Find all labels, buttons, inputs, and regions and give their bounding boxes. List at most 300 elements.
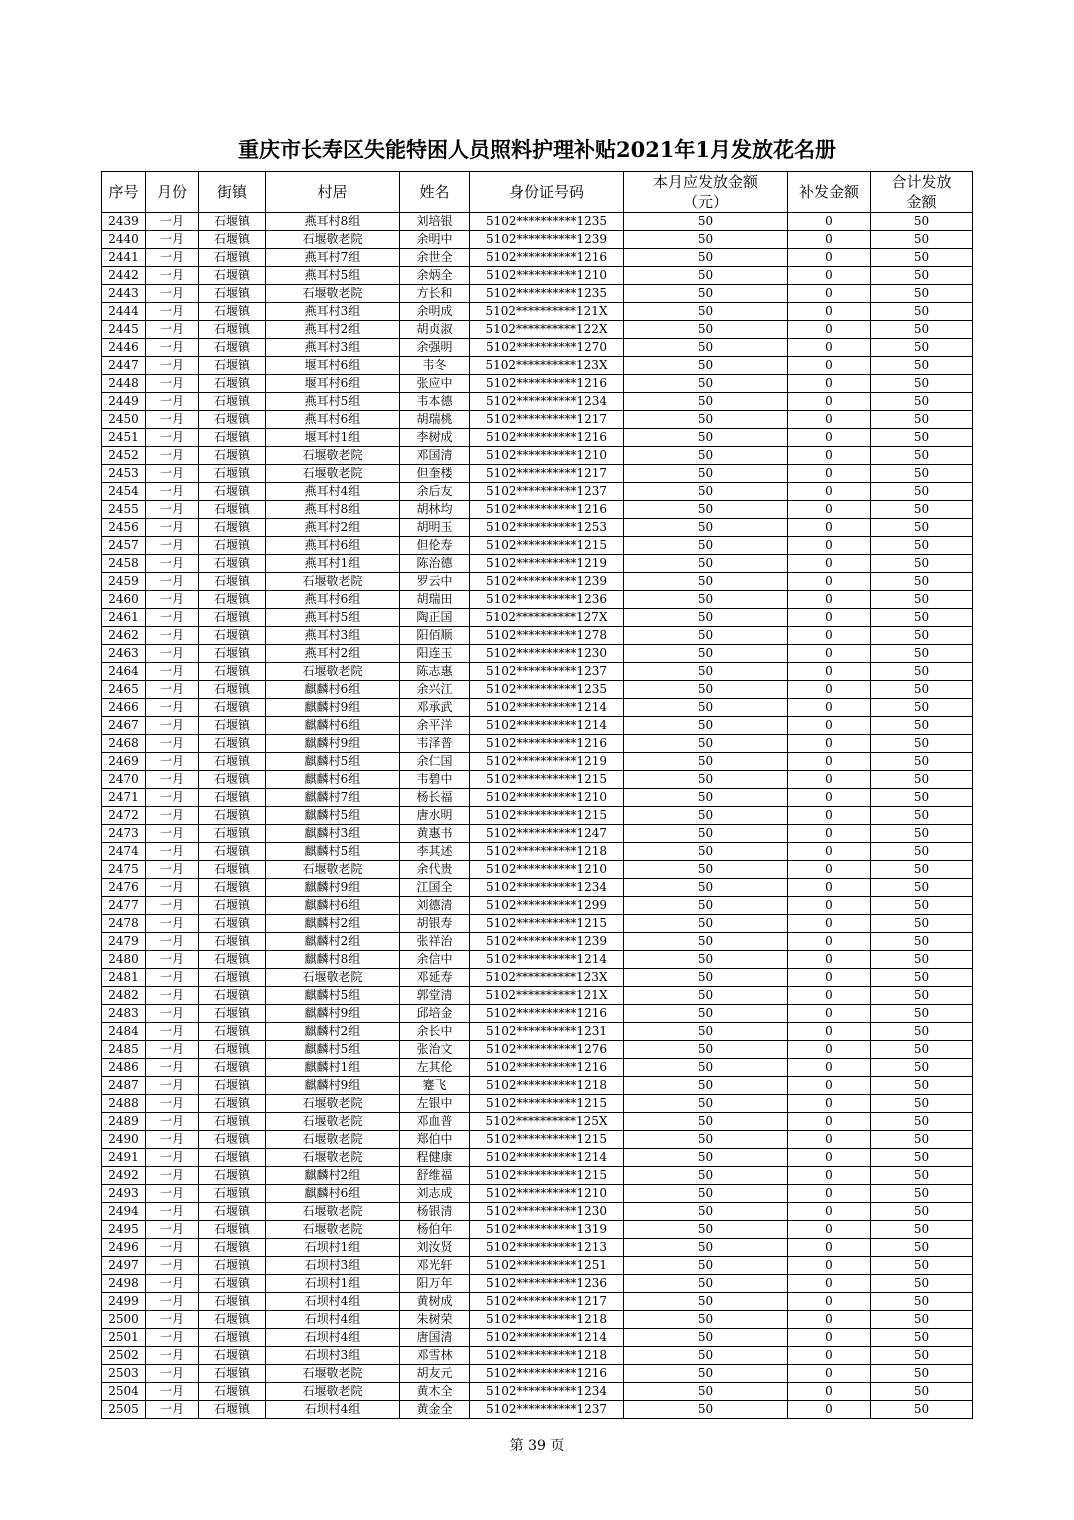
serial-cell: 2484 <box>102 1023 146 1041</box>
village-cell: 麒麟村5组 <box>266 843 400 861</box>
total-cell: 50 <box>871 807 973 825</box>
name-cell: 余强明 <box>400 339 470 357</box>
total-cell: 50 <box>871 645 973 663</box>
month-cell: 一月 <box>146 303 199 321</box>
backpay-cell: 0 <box>788 681 871 699</box>
month-cell: 一月 <box>146 645 199 663</box>
town-cell: 石堰镇 <box>199 1167 266 1185</box>
monthly-amount-cell: 50 <box>624 717 788 735</box>
serial-cell: 2502 <box>102 1347 146 1365</box>
serial-cell: 2462 <box>102 627 146 645</box>
serial-cell: 2489 <box>102 1113 146 1131</box>
village-cell: 燕耳村6组 <box>266 537 400 555</box>
month-cell: 一月 <box>146 771 199 789</box>
town-cell: 石堰镇 <box>199 897 266 915</box>
id-number-cell: 5102**********1210 <box>470 861 624 879</box>
id-number-cell: 5102**********1236 <box>470 1275 624 1293</box>
serial-cell: 2482 <box>102 987 146 1005</box>
month-cell: 一月 <box>146 1041 199 1059</box>
monthly-amount-cell: 50 <box>624 483 788 501</box>
name-cell: 郑伯中 <box>400 1131 470 1149</box>
monthly-amount-cell: 50 <box>624 1383 788 1401</box>
table-row <box>102 429 973 447</box>
backpay-cell: 0 <box>788 1023 871 1041</box>
serial-cell: 2458 <box>102 555 146 573</box>
monthly-amount-cell: 50 <box>624 1185 788 1203</box>
monthly-amount-cell: 50 <box>624 1113 788 1131</box>
backpay-cell: 0 <box>788 321 871 339</box>
id-number-cell: 5102**********1214 <box>470 1329 624 1347</box>
total-cell: 50 <box>871 483 973 501</box>
month-cell: 一月 <box>146 537 199 555</box>
serial-cell: 2483 <box>102 1005 146 1023</box>
name-cell: 黄惠书 <box>400 825 470 843</box>
name-cell: 杨长福 <box>400 789 470 807</box>
month-cell: 一月 <box>146 1311 199 1329</box>
table-row <box>102 969 973 987</box>
table-row <box>102 1095 973 1113</box>
name-cell: 黄金全 <box>400 1401 470 1419</box>
col-header-id-number: 身份证号码 <box>470 172 624 213</box>
village-cell: 石堰敬老院 <box>266 1203 400 1221</box>
village-cell: 燕耳村2组 <box>266 519 400 537</box>
village-cell: 燕耳村7组 <box>266 249 400 267</box>
backpay-cell: 0 <box>788 1221 871 1239</box>
town-cell: 石堰镇 <box>199 339 266 357</box>
table-row <box>102 267 973 285</box>
town-cell: 石堰镇 <box>199 1041 266 1059</box>
village-cell: 石堰敬老院 <box>266 231 400 249</box>
name-cell: 程健康 <box>400 1149 470 1167</box>
id-number-cell: 5102**********1239 <box>470 573 624 591</box>
serial-cell: 2499 <box>102 1293 146 1311</box>
name-cell: 罗云中 <box>400 573 470 591</box>
backpay-cell: 0 <box>788 1077 871 1095</box>
village-cell: 石坝村4组 <box>266 1329 400 1347</box>
town-cell: 石堰镇 <box>199 1239 266 1257</box>
serial-cell: 2446 <box>102 339 146 357</box>
total-cell: 50 <box>871 231 973 249</box>
name-cell: 邓延寿 <box>400 969 470 987</box>
monthly-amount-cell: 50 <box>624 573 788 591</box>
id-number-cell: 5102**********1218 <box>470 1347 624 1365</box>
serial-cell: 2496 <box>102 1239 146 1257</box>
name-cell: 余明成 <box>400 303 470 321</box>
name-cell: 胡林均 <box>400 501 470 519</box>
subsidy-roster-table <box>101 171 973 1419</box>
name-cell: 黄木全 <box>400 1383 470 1401</box>
name-cell: 李其述 <box>400 843 470 861</box>
month-cell: 一月 <box>146 1293 199 1311</box>
month-cell: 一月 <box>146 1167 199 1185</box>
village-cell: 石坝村3组 <box>266 1347 400 1365</box>
town-cell: 石堰镇 <box>199 1149 266 1167</box>
month-cell: 一月 <box>146 843 199 861</box>
monthly-amount-cell: 50 <box>624 861 788 879</box>
monthly-amount-cell: 50 <box>624 879 788 897</box>
village-cell: 石堰敬老院 <box>266 1221 400 1239</box>
name-cell: 杨银清 <box>400 1203 470 1221</box>
backpay-cell: 0 <box>788 987 871 1005</box>
town-cell: 石堰镇 <box>199 537 266 555</box>
month-cell: 一月 <box>146 573 199 591</box>
monthly-amount-cell: 50 <box>624 1347 788 1365</box>
serial-cell: 2471 <box>102 789 146 807</box>
backpay-cell: 0 <box>788 1365 871 1383</box>
serial-cell: 2451 <box>102 429 146 447</box>
id-number-cell: 5102**********1213 <box>470 1239 624 1257</box>
name-cell: 韦冬 <box>400 357 470 375</box>
backpay-cell: 0 <box>788 555 871 573</box>
id-number-cell: 5102**********1234 <box>470 1383 624 1401</box>
id-number-cell: 5102**********1214 <box>470 699 624 717</box>
col-header-serial: 序号 <box>102 172 146 213</box>
backpay-cell: 0 <box>788 1293 871 1311</box>
id-number-cell: 5102**********1253 <box>470 519 624 537</box>
total-cell: 50 <box>871 249 973 267</box>
table-row <box>102 645 973 663</box>
table-row <box>102 1365 973 1383</box>
town-cell: 石堰镇 <box>199 969 266 987</box>
monthly-amount-cell: 50 <box>624 267 788 285</box>
month-cell: 一月 <box>146 1185 199 1203</box>
monthly-amount-cell: 50 <box>624 753 788 771</box>
table-row <box>102 1203 973 1221</box>
month-cell: 一月 <box>146 1023 199 1041</box>
monthly-amount-cell: 50 <box>624 537 788 555</box>
name-cell: 邓血普 <box>400 1113 470 1131</box>
table-row <box>102 663 973 681</box>
town-cell: 石堰镇 <box>199 1257 266 1275</box>
monthly-amount-cell: 50 <box>624 897 788 915</box>
total-cell: 50 <box>871 1221 973 1239</box>
town-cell: 石堰镇 <box>199 951 266 969</box>
total-cell: 50 <box>871 717 973 735</box>
month-cell: 一月 <box>146 357 199 375</box>
name-cell: 邓光轩 <box>400 1257 470 1275</box>
name-cell: 阳连玉 <box>400 645 470 663</box>
town-cell: 石堰镇 <box>199 879 266 897</box>
month-cell: 一月 <box>146 1149 199 1167</box>
month-cell: 一月 <box>146 969 199 987</box>
town-cell: 石堰镇 <box>199 753 266 771</box>
table-row <box>102 285 973 303</box>
name-cell: 余平洋 <box>400 717 470 735</box>
backpay-cell: 0 <box>788 933 871 951</box>
month-cell: 一月 <box>146 285 199 303</box>
month-cell: 一月 <box>146 1131 199 1149</box>
name-cell: 余世全 <box>400 249 470 267</box>
serial-cell: 2477 <box>102 897 146 915</box>
village-cell: 石堰敬老院 <box>266 1113 400 1131</box>
table-row <box>102 861 973 879</box>
backpay-cell: 0 <box>788 501 871 519</box>
monthly-amount-cell: 50 <box>624 1221 788 1239</box>
id-number-cell: 5102**********1234 <box>470 393 624 411</box>
serial-cell: 2453 <box>102 465 146 483</box>
town-cell: 石堰镇 <box>199 609 266 627</box>
total-cell: 50 <box>871 969 973 987</box>
total-cell: 50 <box>871 1257 973 1275</box>
table-row <box>102 447 973 465</box>
id-number-cell: 5102**********1319 <box>470 1221 624 1239</box>
village-cell: 燕耳村2组 <box>266 645 400 663</box>
monthly-amount-cell: 50 <box>624 699 788 717</box>
table-row <box>102 1275 973 1293</box>
serial-cell: 2476 <box>102 879 146 897</box>
serial-cell: 2474 <box>102 843 146 861</box>
serial-cell: 2497 <box>102 1257 146 1275</box>
col-header-name: 姓名 <box>400 172 470 213</box>
total-cell: 50 <box>871 609 973 627</box>
town-cell: 石堰镇 <box>199 1311 266 1329</box>
total-cell: 50 <box>871 1113 973 1131</box>
town-cell: 石堰镇 <box>199 825 266 843</box>
backpay-cell: 0 <box>788 1113 871 1131</box>
total-cell: 50 <box>871 285 973 303</box>
backpay-cell: 0 <box>788 1131 871 1149</box>
table-header-row <box>102 172 973 213</box>
table-row <box>102 1131 973 1149</box>
month-cell: 一月 <box>146 1257 199 1275</box>
table-row <box>102 411 973 429</box>
town-cell: 石堰镇 <box>199 717 266 735</box>
id-number-cell: 5102**********1237 <box>470 663 624 681</box>
serial-cell: 2447 <box>102 357 146 375</box>
id-number-cell: 5102**********1217 <box>470 1293 624 1311</box>
id-number-cell: 5102**********1216 <box>470 1059 624 1077</box>
serial-cell: 2442 <box>102 267 146 285</box>
backpay-cell: 0 <box>788 1005 871 1023</box>
total-cell: 50 <box>871 1275 973 1293</box>
total-cell: 50 <box>871 213 973 231</box>
month-cell: 一月 <box>146 519 199 537</box>
name-cell: 但奎楼 <box>400 465 470 483</box>
monthly-amount-cell: 50 <box>624 501 788 519</box>
village-cell: 麒麟村5组 <box>266 807 400 825</box>
serial-cell: 2504 <box>102 1383 146 1401</box>
serial-cell: 2492 <box>102 1167 146 1185</box>
table-row <box>102 1401 973 1419</box>
month-cell: 一月 <box>146 627 199 645</box>
village-cell: 燕耳村8组 <box>266 501 400 519</box>
month-cell: 一月 <box>146 465 199 483</box>
name-cell: 余代贵 <box>400 861 470 879</box>
table-row <box>102 735 973 753</box>
month-cell: 一月 <box>146 681 199 699</box>
col-header-village: 村居 <box>266 172 400 213</box>
serial-cell: 2455 <box>102 501 146 519</box>
month-cell: 一月 <box>146 879 199 897</box>
serial-cell: 2469 <box>102 753 146 771</box>
town-cell: 石堰镇 <box>199 213 266 231</box>
total-cell: 50 <box>871 1383 973 1401</box>
name-cell: 余后友 <box>400 483 470 501</box>
total-cell: 50 <box>871 501 973 519</box>
village-cell: 麒麟村9组 <box>266 1005 400 1023</box>
monthly-amount-cell: 50 <box>624 789 788 807</box>
monthly-amount-cell: 50 <box>624 285 788 303</box>
serial-cell: 2457 <box>102 537 146 555</box>
id-number-cell: 5102**********1247 <box>470 825 624 843</box>
total-cell: 50 <box>871 987 973 1005</box>
serial-cell: 2450 <box>102 411 146 429</box>
name-cell: 方长和 <box>400 285 470 303</box>
total-cell: 50 <box>871 1149 973 1167</box>
name-cell: 邱培金 <box>400 1005 470 1023</box>
total-cell: 50 <box>871 825 973 843</box>
month-cell: 一月 <box>146 609 199 627</box>
monthly-amount-cell: 50 <box>624 231 788 249</box>
village-cell: 麒麟村6组 <box>266 1185 400 1203</box>
town-cell: 石堰镇 <box>199 465 266 483</box>
village-cell: 麒麟村6组 <box>266 897 400 915</box>
serial-cell: 2465 <box>102 681 146 699</box>
name-cell: 陈治德 <box>400 555 470 573</box>
serial-cell: 2486 <box>102 1059 146 1077</box>
id-number-cell: 5102**********123X <box>470 969 624 987</box>
monthly-amount-cell: 50 <box>624 1077 788 1095</box>
name-cell: 胡银寿 <box>400 915 470 933</box>
backpay-cell: 0 <box>788 609 871 627</box>
month-cell: 一月 <box>146 951 199 969</box>
town-cell: 石堰镇 <box>199 771 266 789</box>
id-number-cell: 5102**********1215 <box>470 1095 624 1113</box>
monthly-amount-cell: 50 <box>624 429 788 447</box>
serial-cell: 2460 <box>102 591 146 609</box>
village-cell: 燕耳村3组 <box>266 303 400 321</box>
name-cell: 蹇飞 <box>400 1077 470 1095</box>
total-cell: 50 <box>871 1293 973 1311</box>
backpay-cell: 0 <box>788 429 871 447</box>
monthly-amount-cell: 50 <box>624 969 788 987</box>
town-cell: 石堰镇 <box>199 1095 266 1113</box>
month-cell: 一月 <box>146 1113 199 1131</box>
backpay-cell: 0 <box>788 951 871 969</box>
monthly-amount-cell: 50 <box>624 1329 788 1347</box>
village-cell: 燕耳村6组 <box>266 591 400 609</box>
total-cell: 50 <box>871 1347 973 1365</box>
month-cell: 一月 <box>146 231 199 249</box>
id-number-cell: 5102**********1216 <box>470 501 624 519</box>
col-header-backpay: 补发金额 <box>788 172 871 213</box>
total-cell: 50 <box>871 861 973 879</box>
id-number-cell: 5102**********122X <box>470 321 624 339</box>
monthly-amount-cell: 50 <box>624 771 788 789</box>
table-row <box>102 609 973 627</box>
table-row <box>102 789 973 807</box>
backpay-cell: 0 <box>788 1041 871 1059</box>
monthly-amount-cell: 50 <box>624 465 788 483</box>
month-cell: 一月 <box>146 1203 199 1221</box>
total-cell: 50 <box>871 627 973 645</box>
table-row <box>102 1221 973 1239</box>
village-cell: 麒麟村9组 <box>266 879 400 897</box>
name-cell: 胡瑞田 <box>400 591 470 609</box>
name-cell: 余仁国 <box>400 753 470 771</box>
town-cell: 石堰镇 <box>199 1185 266 1203</box>
monthly-amount-cell: 50 <box>624 519 788 537</box>
table-row <box>102 825 973 843</box>
name-cell: 张祥治 <box>400 933 470 951</box>
monthly-amount-cell: 50 <box>624 1275 788 1293</box>
monthly-amount-cell: 50 <box>624 1311 788 1329</box>
town-cell: 石堰镇 <box>199 321 266 339</box>
name-cell: 胡明玉 <box>400 519 470 537</box>
backpay-cell: 0 <box>788 573 871 591</box>
id-number-cell: 5102**********1215 <box>470 1131 624 1149</box>
serial-cell: 2459 <box>102 573 146 591</box>
table-row <box>102 627 973 645</box>
id-number-cell: 5102**********1237 <box>470 1401 624 1419</box>
monthly-amount-cell: 50 <box>624 357 788 375</box>
monthly-amount-cell: 50 <box>624 1005 788 1023</box>
village-cell: 石堰敬老院 <box>266 663 400 681</box>
serial-cell: 2464 <box>102 663 146 681</box>
month-cell: 一月 <box>146 1383 199 1401</box>
total-cell: 50 <box>871 411 973 429</box>
id-number-cell: 5102**********1219 <box>470 753 624 771</box>
backpay-cell: 0 <box>788 843 871 861</box>
serial-cell: 2487 <box>102 1077 146 1095</box>
serial-cell: 2463 <box>102 645 146 663</box>
id-number-cell: 5102**********1215 <box>470 807 624 825</box>
monthly-amount-cell: 50 <box>624 1365 788 1383</box>
monthly-amount-cell: 50 <box>624 1401 788 1419</box>
table-row <box>102 753 973 771</box>
month-cell: 一月 <box>146 411 199 429</box>
serial-cell: 2454 <box>102 483 146 501</box>
serial-cell: 2456 <box>102 519 146 537</box>
table-row <box>102 1167 973 1185</box>
serial-cell: 2449 <box>102 393 146 411</box>
total-cell: 50 <box>871 1023 973 1041</box>
id-number-cell: 5102**********1215 <box>470 537 624 555</box>
name-cell: 余明中 <box>400 231 470 249</box>
town-cell: 石堰镇 <box>199 1113 266 1131</box>
month-cell: 一月 <box>146 213 199 231</box>
name-cell: 张治文 <box>400 1041 470 1059</box>
monthly-amount-cell: 50 <box>624 681 788 699</box>
monthly-amount-cell: 50 <box>624 213 788 231</box>
total-cell: 50 <box>871 573 973 591</box>
monthly-amount-cell: 50 <box>624 393 788 411</box>
name-cell: 胡瑞桃 <box>400 411 470 429</box>
village-cell: 燕耳村5组 <box>266 609 400 627</box>
monthly-amount-cell: 50 <box>624 627 788 645</box>
table-row <box>102 1257 973 1275</box>
backpay-cell: 0 <box>788 879 871 897</box>
backpay-cell: 0 <box>788 807 871 825</box>
monthly-amount-cell: 50 <box>624 609 788 627</box>
monthly-amount-cell: 50 <box>624 591 788 609</box>
monthly-amount-cell: 50 <box>624 807 788 825</box>
serial-cell: 2503 <box>102 1365 146 1383</box>
name-cell: 黄树成 <box>400 1293 470 1311</box>
id-number-cell: 5102**********1231 <box>470 1023 624 1041</box>
monthly-amount-cell: 50 <box>624 1095 788 1113</box>
backpay-cell: 0 <box>788 1239 871 1257</box>
town-cell: 石堰镇 <box>199 681 266 699</box>
backpay-cell: 0 <box>788 1167 871 1185</box>
id-number-cell: 5102**********1214 <box>470 717 624 735</box>
serial-cell: 2448 <box>102 375 146 393</box>
total-cell: 50 <box>871 915 973 933</box>
town-cell: 石堰镇 <box>199 1221 266 1239</box>
total-cell: 50 <box>871 267 973 285</box>
total-cell: 50 <box>871 1077 973 1095</box>
backpay-cell: 0 <box>788 231 871 249</box>
